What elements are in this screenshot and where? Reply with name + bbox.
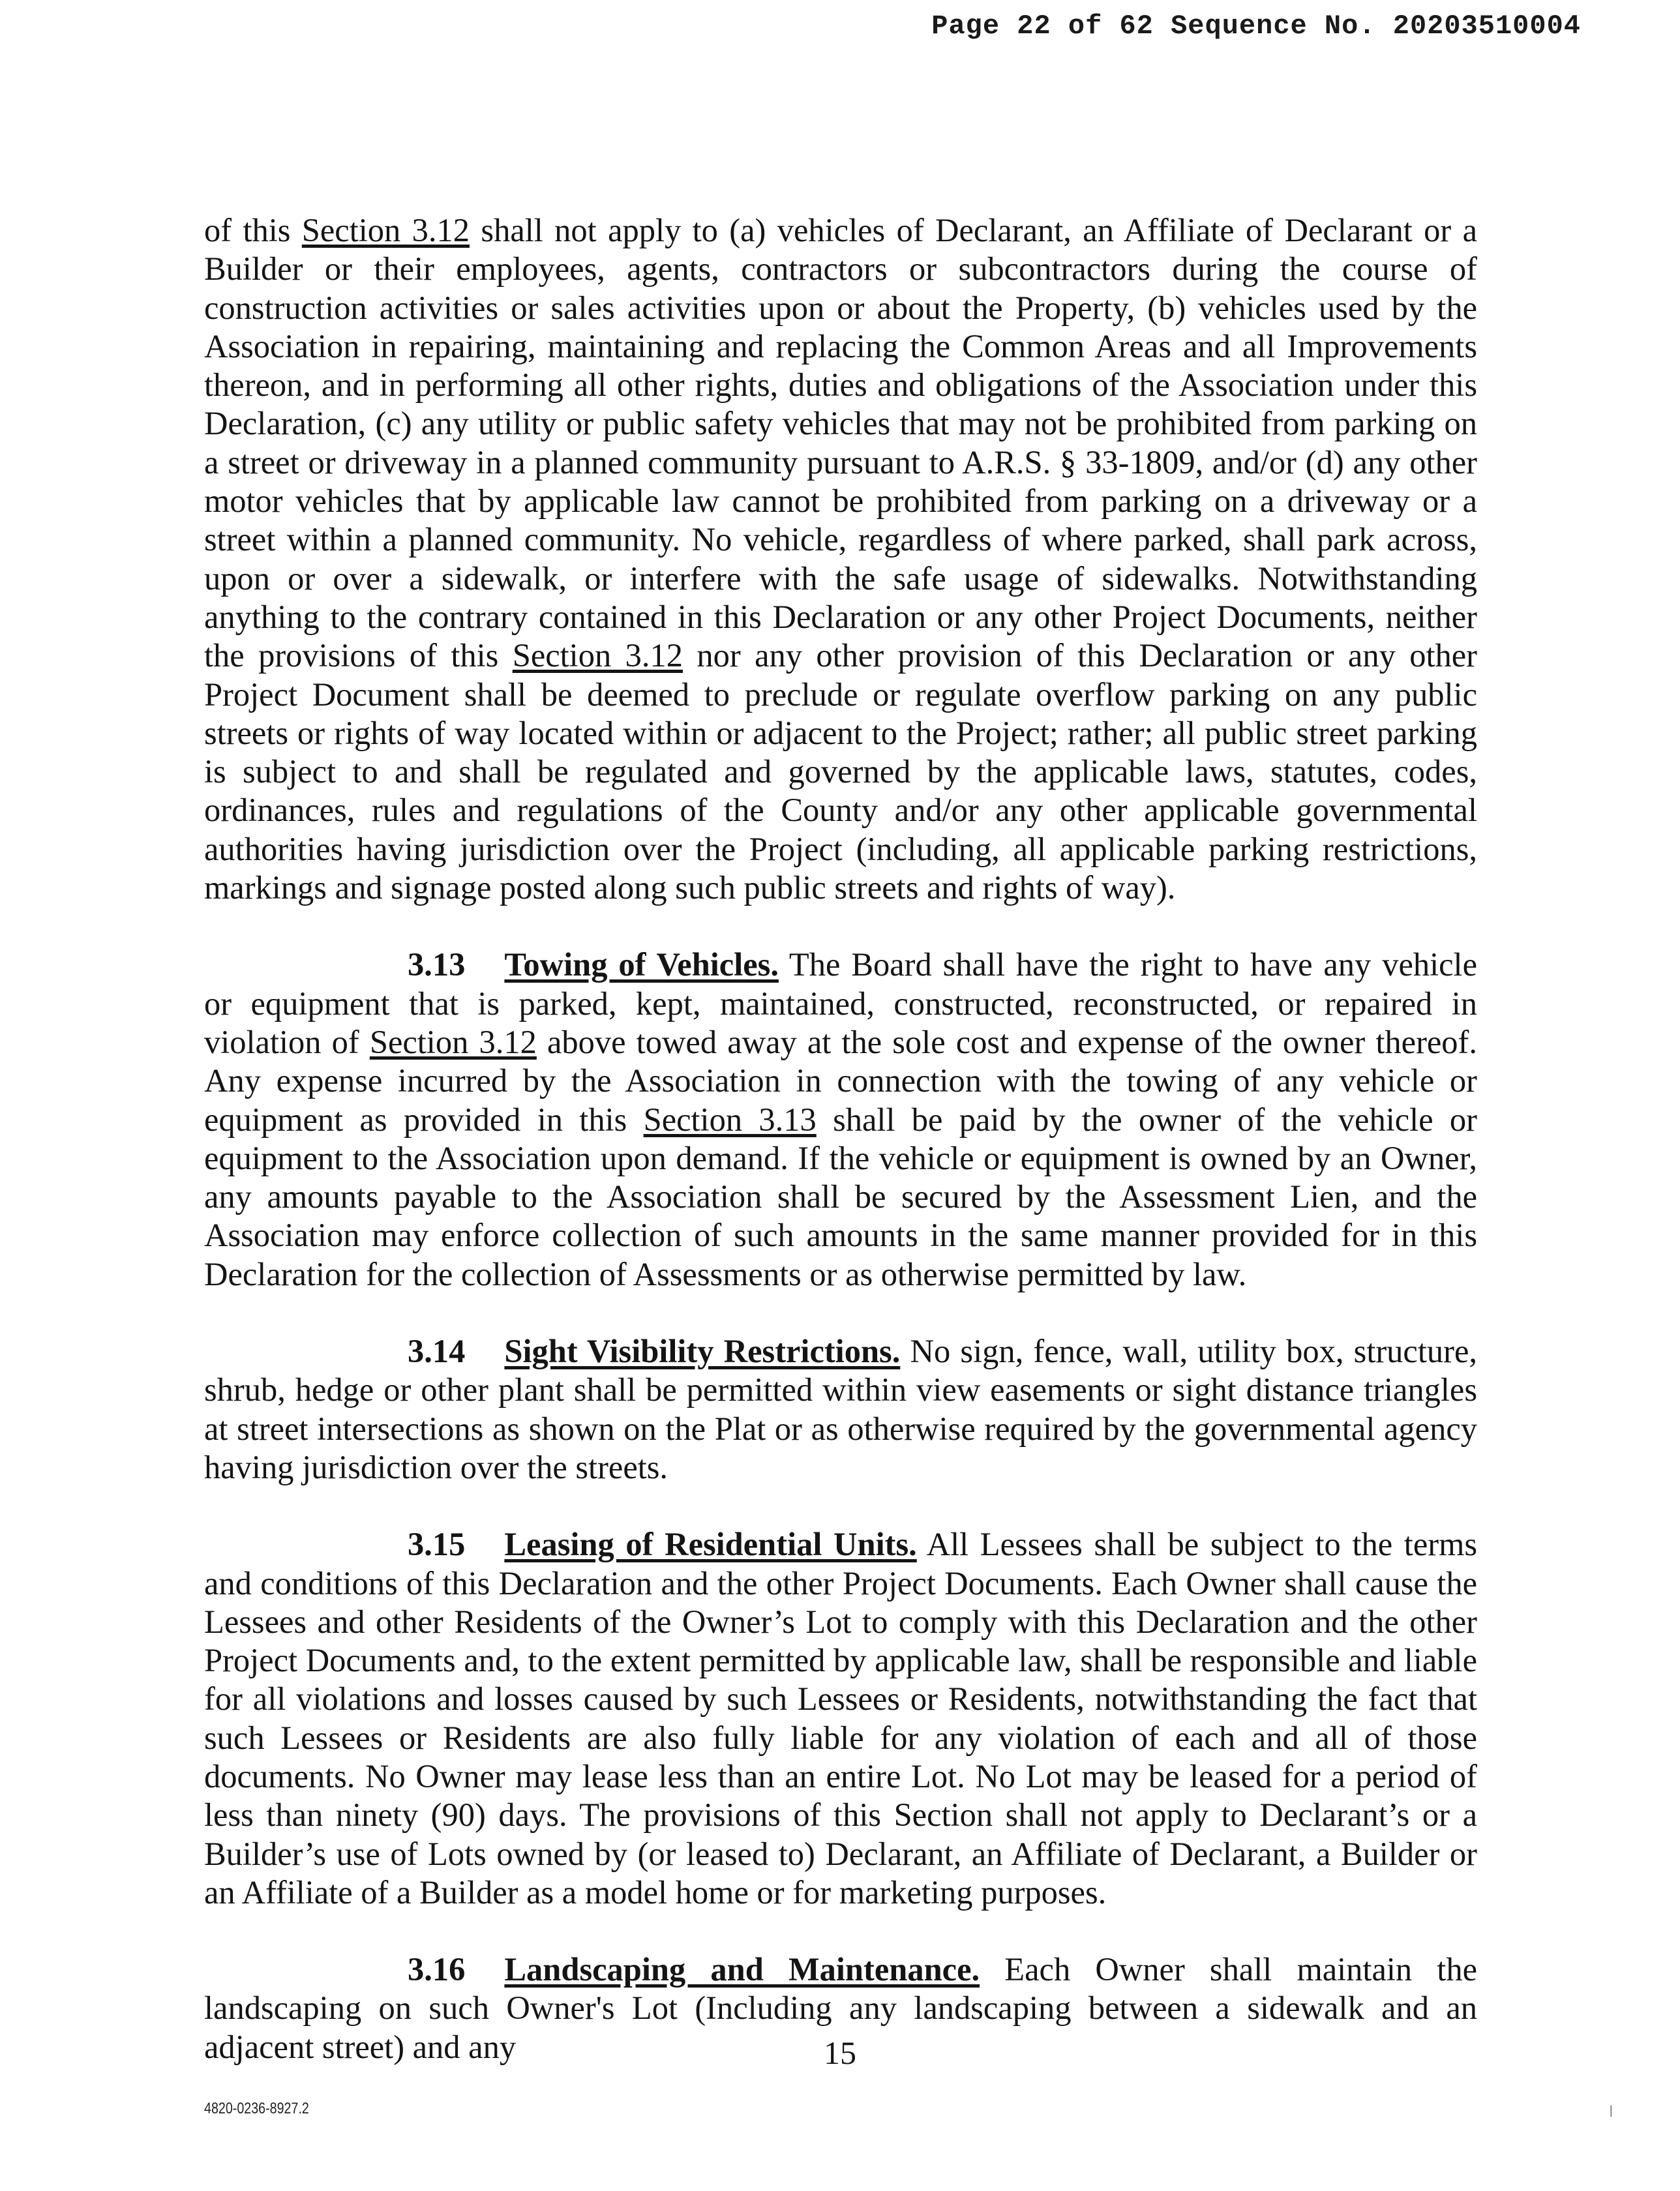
section-reference: Section 3.12 [301, 212, 470, 248]
paragraph-text: of this [204, 212, 302, 248]
page-number: 15 [824, 2034, 856, 2071]
document-id: 4820-0236-8927.2 [204, 2100, 309, 2117]
filing-stamp: Page 22 of 62 Sequence No. 20203510004 [931, 10, 1581, 42]
section-title: Leasing of Residential Units. [504, 1526, 917, 1563]
section-title: Landscaping and Maintenance. [504, 1951, 980, 1988]
section-number: 3.13 [408, 946, 466, 983]
paragraph-text: All Lessees shall be subject to the terms and conditions of this Declaration and the other Project Documents. Each Owner shall cause the Lessees and other Residents of the Owner’s Lot to comply with this Declaration and the other Project Documents and, to the extent permitted by applicable law, shall be responsible and liable for all violations and losses caused by such Lessees or Residents, notwithstanding the fact that such Lessees or Residents are also fully liable for any violation of each and all of those documents. No Owner may lease less than an entire Lot. No Lot may be leased for a period of less than ninety (90) days. The provisions of this Section shall not apply to Declarant’s or a Builder’s use of Lots owned by (or leased to) Declarant, an Affiliate of Declarant, a Builder or an Affiliate of a Builder as a model home or for marketing purposes. [204, 1526, 1477, 1911]
paragraph-text: Each Owner shall maintain the landscaping on such Owner's Lot (Including any landscaping between a sidewalk and an adjacent street) and any [204, 1951, 1478, 2065]
section-reference: Section 3.12 [512, 637, 683, 674]
section-number: 3.15 [408, 1526, 466, 1563]
section-reference: Section 3.13 [643, 1101, 817, 1138]
section-3-14 [204, 1332, 1477, 1487]
section-title: Towing of Vehicles. [504, 946, 779, 983]
paragraph-text: The Board shall have the right to have any vehicle or equipment that is parked, kept, maintained, constructed, reconstructed, or repaired in violation of [204, 946, 1477, 1060]
paragraph-text: No sign, fence, wall, utility box, structure, shrub, hedge or other plant shall be permitted within view easements or sight distance triangles at street intersections as shown on the Plat or as otherwise required by the governmental agency having jurisdiction over the streets. [204, 1333, 1477, 1485]
document-body [204, 211, 1477, 2105]
paragraph-text: above towed away at the sole cost and expense of the owner thereof. Any expense incurred by the Association in connection with the towing of any vehicle or equipment as provided in this [204, 1023, 1477, 1138]
section-title: Sight Visibility Restrictions. [504, 1333, 901, 1370]
margin-mark: | [1610, 2104, 1613, 2117]
section-3-15 [204, 1525, 1477, 1912]
paragraph-text: nor any other provision of this Declaration or any other Project Document shall be deemed to preclude or regulate overflow parking on any public streets or rights of way located within or adjacent to the Project; rather; all public street parking is subject to and shall be regulated and governed by the applicable laws, statutes, codes, ordinances, rules and regulations of the County and/or any other applicable governmental authorities having jurisdiction over the Project (including, all applicable parking restrictions, markings and signage posted along such public streets and rights of way). [204, 637, 1477, 906]
paragraph-text: shall be paid by the owner of the vehicle or equipment to the Association upon demand. If the vehicle or equipment is owned by an Owner, any amounts payable to the Association shall be secured by the Assessment Lien, and the Association may enforce collection of such amounts in the same manner provided for in this Declaration for the collection of Assessments or as otherwise permitted by law. [204, 1101, 1477, 1292]
paragraph-section-3-12-continuation [204, 211, 1477, 907]
paragraph-text: shall not apply to (a) vehicles of Declarant, an Affiliate of Declarant or a Builder or their employees, agents, contractors or subcontractors during the course of construction activities or sales activities upon or about the Property, (b) vehicles used by the Association in repairing, maintaining and replacing the Common Areas and all Improvements thereon, and in performing all other rights, duties and obligations of the Association under this Declaration, (c) any utility or public safety vehicles that may not be prohibited from parking on a street or driveway in a planned community pursuant to A.R.S. § 33-1809, and/or (d) any other motor vehicles that by applicable law cannot be prohibited from parking on a driveway or a street within a planned community. No vehicle, regardless of where parked, shall park across, upon or over a sidewalk, or interfere with the safe usage of sidewalks. Notwithstanding anything to the contrary contained in this Declaration or any other Project Documents, neither the provisions of this [204, 212, 1477, 674]
section-number: 3.14 [408, 1333, 466, 1370]
section-number: 3.16 [408, 1951, 466, 1988]
section-reference: Section 3.12 [369, 1023, 537, 1060]
section-3-13 [204, 946, 1477, 1294]
